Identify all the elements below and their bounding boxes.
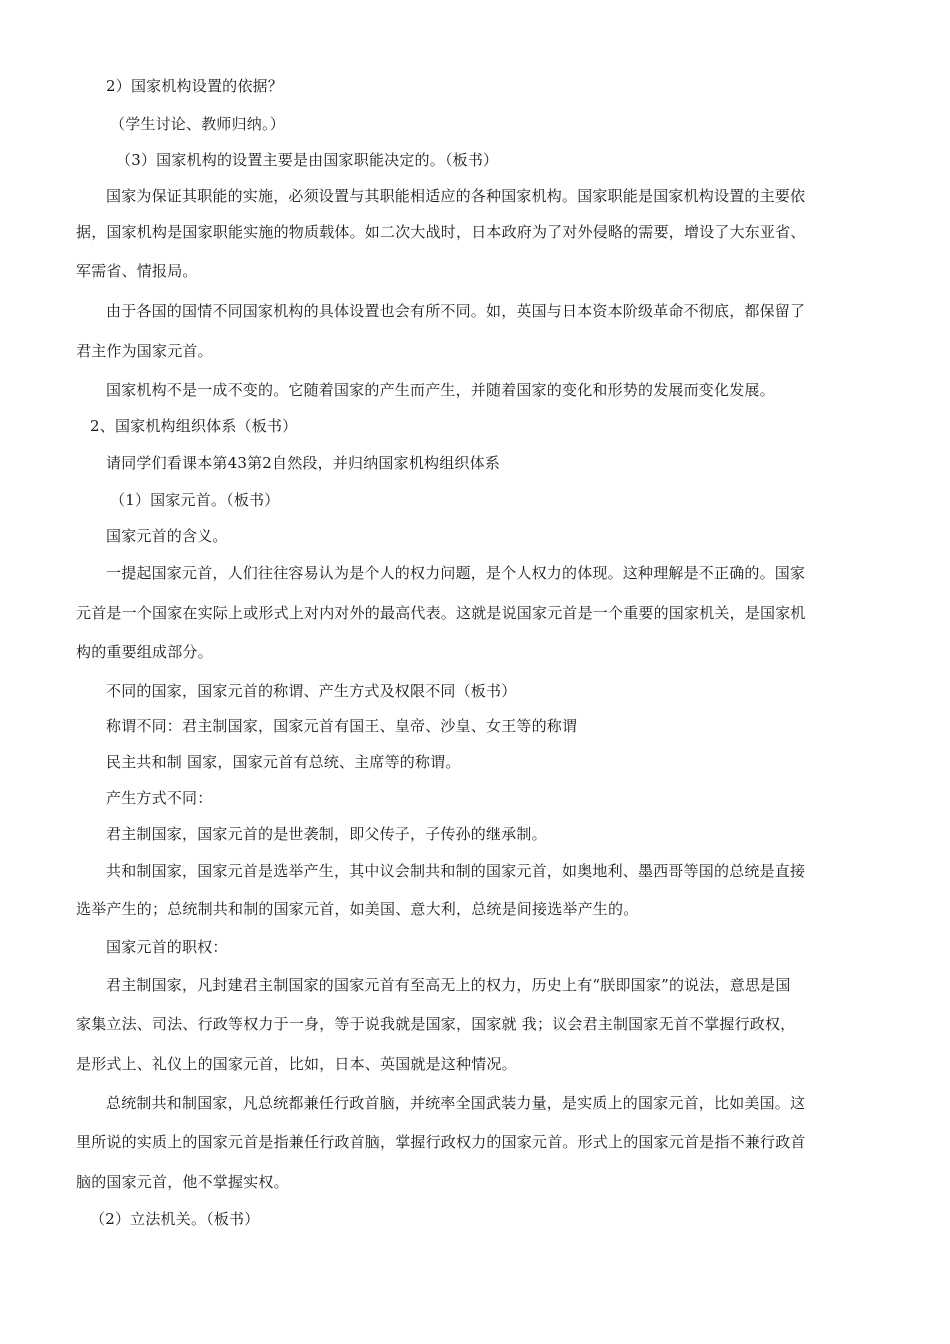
paragraph-line: 是形式上、礼仪上的国家元首，比如，日本、英国就是这种情况。 <box>76 1055 517 1073</box>
item-2-question: 2）国家机构设置的依据？ <box>106 77 283 95</box>
paragraph-line: 家集立法、司法、行政等权力于一身，等于说我就是国家，国家就 我；议会君主制国家无首不掌握行政权， <box>76 1015 796 1033</box>
paragraph-line: 里所说的实质上的国家元首是指兼任行政首脑，掌握行政权力的国家元首。形式上的国家元首是指不兼行政首 <box>76 1133 806 1151</box>
paragraph-line: 一提起国家元首，人们往往容易认为是个人的权力问题，是个人权力的体现。这种理解是不正确的。国家 <box>106 564 806 582</box>
paragraph-line: 不同的国家，国家元首的称谓、产生方式及权限不同（板书） <box>106 682 517 700</box>
paragraph-line: 脑的国家元首，他不掌握实权。 <box>76 1173 289 1191</box>
paragraph-line: 国家为保证其职能的实施，必须设置与其职能相适应的各种国家机构。国家职能是国家机构设置的主要依 <box>106 187 806 205</box>
paragraph-line: 国家元首的含义。 <box>106 527 228 545</box>
student-discussion-note: （学生讨论、教师归纳。） <box>110 115 285 133</box>
paragraph-line: 共和制国家，国家元首是选举产生，其中议会制共和制的国家元首，如奥地利、墨西哥等国的总统是直接 <box>106 862 806 880</box>
paragraph-line: 民主共和制 国家，国家元首有总统、主席等的称谓。 <box>106 753 461 771</box>
paragraph-line: 国家元首的职权： <box>106 938 228 956</box>
instruction-line: 请同学们看课本第43第2自然段，并归纳国家机构组织体系 <box>106 454 501 472</box>
paragraph-line: 称谓不同：君主制国家，国家元首有国王、皇帝、沙皇、女王等的称谓 <box>106 717 578 735</box>
paragraph-line: 君主制国家，国家元首的是世袭制，即父传子，子传孙的继承制。 <box>106 825 547 843</box>
paragraph-line: 选举产生的；总统制共和制的国家元首，如美国、意大利，总统是间接选举产生的。 <box>76 900 639 918</box>
paragraph-line: 元首是一个国家在实际上或形式上对内对外的最高代表。这就是说国家元首是一个重要的国家机关，是国家机 <box>76 604 806 622</box>
paragraph-line: 由于各国的国情不同国家机构的具体设置也会有所不同。如，英国与日本资本阶级革命不彻底，都保留了 <box>106 302 806 320</box>
paragraph-line: 军需省、情报局。 <box>76 262 198 280</box>
subheading-2: （2）立法机关。（板书） <box>90 1210 260 1228</box>
paragraph-line: 据，国家机构是国家职能实施的物质载体。如二次大战时，日本政府为了对外侵略的需要，增设了大东亚省、 <box>76 223 806 241</box>
paragraph-line: 君主作为国家元首。 <box>76 342 213 360</box>
paragraph-line: 君主制国家，凡封建君主制国家的国家元首有至高无上的权力，历史上有“朕即国家”的说法，意思是国 <box>106 976 791 994</box>
subheading-3: （3）国家机构的设置主要是由国家职能决定的。（板书） <box>116 151 499 169</box>
paragraph-line: 构的重要组成部分。 <box>76 643 213 661</box>
paragraph-line: 总统制共和制国家，凡总统都兼任行政首脑，并统率全国武装力量，是实质上的国家元首，比如美国。这 <box>106 1094 806 1112</box>
subheading-1: （1）国家元首。（板书） <box>110 491 280 509</box>
section-heading-2: 2、国家机构组织体系（板书） <box>90 417 298 435</box>
paragraph-line: 产生方式不同： <box>106 789 213 807</box>
paragraph-line: 国家机构不是一成不变的。它随着国家的产生而产生，并随着国家的变化和形势的发展而变化发展。 <box>106 381 775 399</box>
